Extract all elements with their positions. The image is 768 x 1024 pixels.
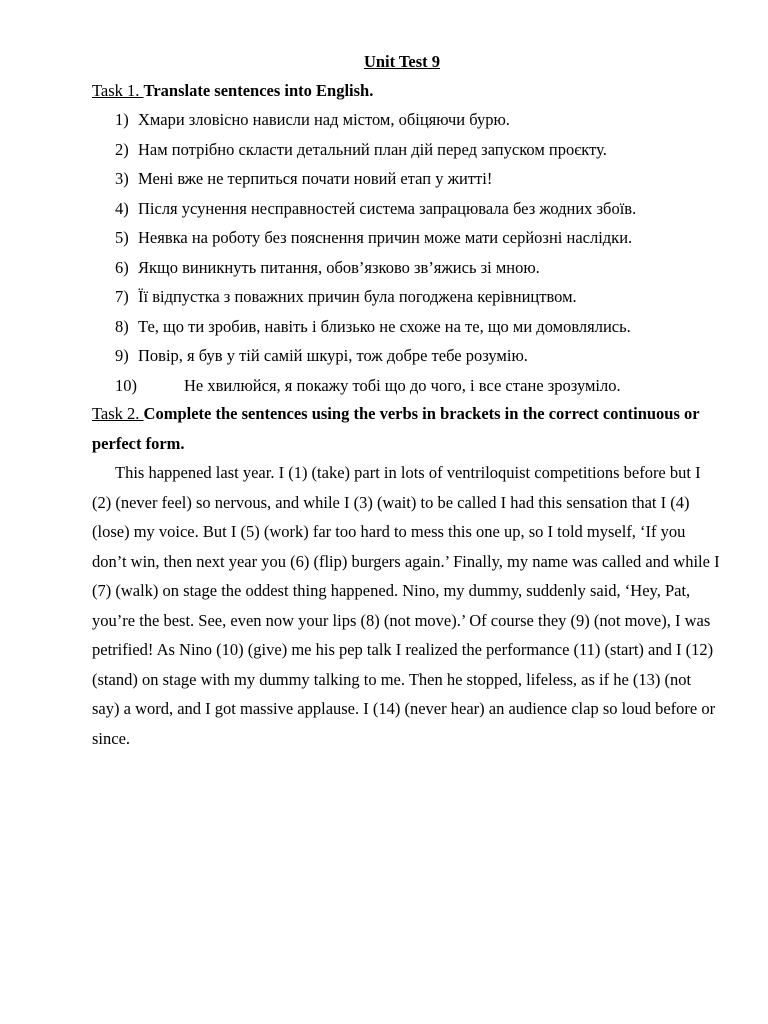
list-item-number: 1) bbox=[115, 110, 129, 129]
list-item-text: Її відпустка з поважних причин була погоджена керівництвом. bbox=[138, 287, 577, 306]
list-item-text: Нам потрібно скласти детальний план дій перед запуском проєкту. bbox=[138, 139, 607, 159]
list-item-number: 6) bbox=[115, 257, 129, 277]
task2-label: Task 2. bbox=[92, 404, 144, 423]
task1-instruction: Translate sentences into English. bbox=[143, 81, 374, 100]
list-item bbox=[92, 341, 722, 371]
task1-heading bbox=[92, 76, 722, 106]
task2-heading bbox=[92, 399, 722, 458]
list-item bbox=[92, 312, 722, 342]
list-item-text: Повір, я був у тій самій шкурі, тож добре тебе розумію. bbox=[138, 346, 528, 365]
list-item bbox=[92, 194, 722, 224]
list-item-number: 3) bbox=[115, 169, 129, 188]
list-item-text: Після усунення несправностей система запрацювала без жодних збоїв. bbox=[138, 198, 637, 218]
list-item-number: 7) bbox=[115, 287, 129, 306]
list-item-number: 8) bbox=[115, 316, 129, 336]
list-item bbox=[92, 223, 722, 253]
list-item-text: Неявка на роботу без пояснення причин може мати серйозні наслідки. bbox=[138, 228, 633, 247]
task1-sentence-list bbox=[92, 105, 722, 400]
list-item-number: 10) bbox=[115, 375, 137, 395]
list-item-text: Мені вже не терпиться почати новий етап у житті! bbox=[138, 169, 493, 188]
list-item-text: Не хвилюйся, я покажу тобі що до чого, і все стане зрозуміло. bbox=[184, 375, 621, 395]
list-item bbox=[92, 135, 722, 165]
list-item-number: 4) bbox=[115, 198, 129, 218]
list-item-number: 5) bbox=[115, 228, 129, 247]
list-item bbox=[92, 253, 722, 283]
list-item-text: Хмари зловісно нависли над містом, обіцяючи бурю. bbox=[138, 110, 510, 129]
list-item-number: 9) bbox=[115, 346, 129, 365]
task2-paragraph: This happened last year. I (1) (take) part in lots of ventriloquist competitions before but I (2) (never feel) so nervous, and while I (3) (wait) to be called I had this sensation that I (4) (lose) my voice. But I (5) (work) far too hard to mess this one up, so I told myself, ‘If you don’t win, then next year you (6) (flip) burgers again.’ Finally, my name was called and while I (7) (walk) on stage the oddest thing happened. Nino, my dummy, suddenly said, ‘Hey, Pat, you’re the best. See, even now your lips (8) (not move).’ Of course they (9) (not move), I was petrified! As Nino (10) (give) me his pep talk I realized the performance (11) (start) and I (12) (stand) on stage with my dummy talking to me. Then he stopped, lifeless, as if he (13) (not say) a word, and I got massive applause. I (14) (never hear) an audience clap so loud before or since. bbox=[92, 463, 720, 748]
list-item-text: Якщо виникнуть питання, обов’язково зв’яжись зі мною. bbox=[138, 257, 540, 277]
page-title: Unit Test 9 bbox=[363, 52, 441, 71]
list-item-text: Те, що ти зробив, навіть і близько не схоже на те, що ми домовлялись. bbox=[138, 316, 631, 336]
list-item-number: 2) bbox=[115, 139, 129, 159]
list-item bbox=[92, 371, 722, 401]
list-item bbox=[92, 164, 722, 194]
task1-label: Task 1. bbox=[92, 81, 144, 100]
list-item bbox=[92, 282, 722, 312]
list-item bbox=[92, 105, 722, 135]
task2-instruction: Complete the sentences using the verbs in brackets in the correct continuous or perfect form. bbox=[92, 404, 700, 453]
